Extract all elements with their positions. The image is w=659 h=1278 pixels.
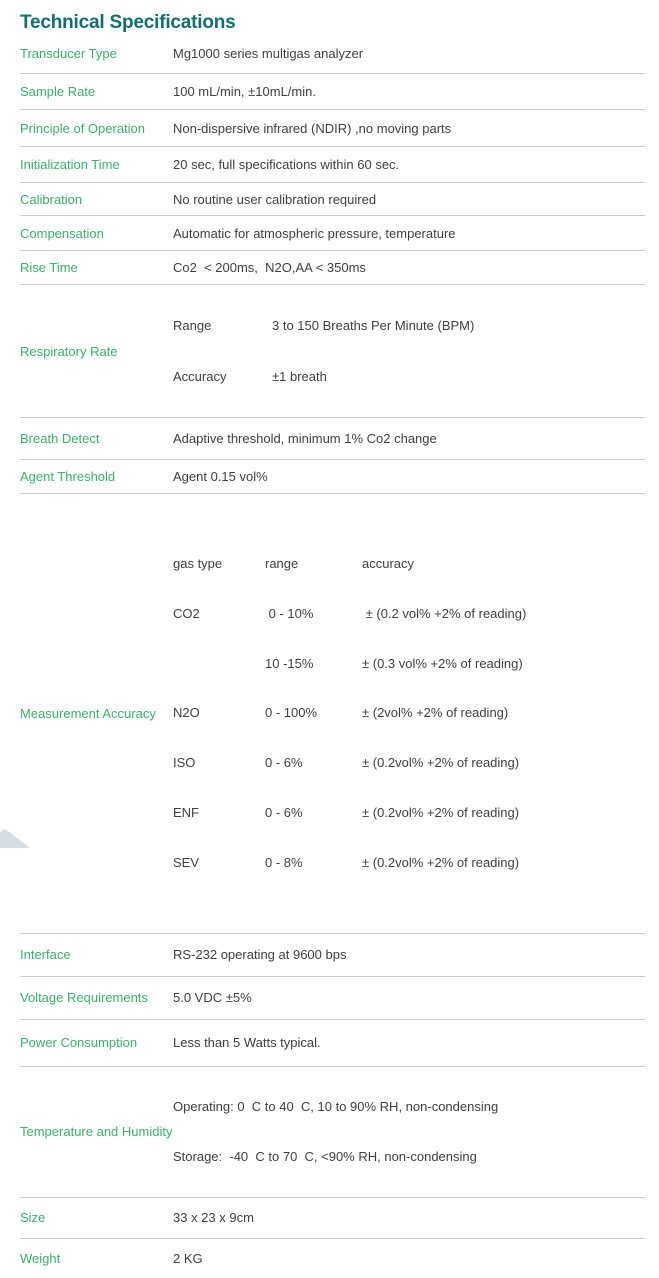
row-value: 2 KG bbox=[173, 1250, 203, 1266]
row-label: Sample Rate bbox=[20, 84, 96, 99]
row-label: Size bbox=[20, 1210, 46, 1226]
spec-row-principle-of-operation bbox=[20, 110, 645, 147]
cell-range: 0 - 6% bbox=[265, 755, 303, 771]
storage-conditions: Storage: -40 C to 70 C, <90% RH, non-condensing bbox=[173, 1148, 477, 1164]
cell-gas: N2O bbox=[173, 705, 200, 721]
spec-row-temperature-and-humidity bbox=[20, 1067, 645, 1198]
row-value: Co2 < 200ms, N2O,AA < 350ms bbox=[173, 260, 366, 275]
spec-row-compensation bbox=[20, 216, 645, 251]
row-value bbox=[173, 1067, 645, 1197]
cell-accuracy: ± (0.2vol% +2% of reading) bbox=[362, 804, 520, 820]
page-title: Technical Specifications bbox=[20, 12, 236, 33]
cell-accuracy: ± (0.2vol% +2% of reading) bbox=[362, 755, 520, 771]
accuracy-table-header bbox=[173, 554, 645, 574]
row-value: 20 sec, full specifications within 60 sec. bbox=[173, 157, 400, 172]
row-value: No routine user calibration required bbox=[173, 191, 377, 207]
row-value: Less than 5 Watts typical. bbox=[173, 1035, 321, 1051]
row-label: Interface bbox=[20, 947, 71, 963]
spec-table bbox=[20, 34, 645, 1278]
spec-row-agent-threshold bbox=[20, 460, 645, 494]
spec-row-power-consumption bbox=[20, 1020, 645, 1067]
row-label: Measurement Accuracy bbox=[20, 705, 156, 721]
row-label: Respiratory Rate bbox=[20, 343, 118, 359]
table-row bbox=[173, 654, 645, 674]
operating-conditions: Operating: 0 C to 40 C, 10 to 90% RH, non-condensing bbox=[173, 1098, 499, 1114]
row-value: RS-232 operating at 9600 bps bbox=[173, 947, 347, 963]
cell-range: 0 - 100% bbox=[265, 705, 318, 721]
row-value: 33 x 23 x 9cm bbox=[173, 1210, 254, 1226]
row-value: Agent 0.15 vol% bbox=[173, 469, 268, 484]
col-header-accuracy: accuracy bbox=[362, 556, 415, 571]
spec-row-sample-rate bbox=[20, 74, 645, 110]
sub-row-range bbox=[173, 315, 645, 336]
spec-row-measurement-accuracy bbox=[20, 494, 645, 934]
row-label: Principle of Operation bbox=[20, 120, 146, 136]
row-label: Power Consumption bbox=[20, 1035, 138, 1051]
row-label: Rise Time bbox=[20, 260, 78, 275]
row-label: Temperature and Humidity bbox=[20, 1124, 173, 1140]
cell-accuracy: ± (2vol% +2% of reading) bbox=[362, 705, 509, 721]
cell-accuracy: ± (0.2 vol% +2% of reading) bbox=[362, 605, 527, 621]
row-value: Automatic for atmospheric pressure, temperature bbox=[173, 225, 456, 241]
row-value: 100 mL/min, ±10mL/min. bbox=[173, 84, 316, 99]
row-label: Initialization Time bbox=[20, 157, 120, 172]
row-value bbox=[173, 494, 645, 933]
corner-decoration-shape bbox=[0, 824, 32, 848]
spec-row-initialization-time bbox=[20, 147, 645, 183]
row-label: Compensation bbox=[20, 225, 104, 241]
cell-gas bbox=[173, 654, 265, 674]
cell-range: 0 - 10% bbox=[265, 605, 314, 621]
row-label: Transducer Type bbox=[20, 46, 117, 61]
row-label: Calibration bbox=[20, 191, 83, 207]
sub-row-accuracy bbox=[173, 366, 645, 387]
spec-row-interface bbox=[20, 934, 645, 977]
table-row bbox=[173, 604, 645, 624]
table-row bbox=[173, 803, 645, 823]
table-row bbox=[173, 703, 645, 723]
table-row bbox=[173, 853, 645, 873]
row-label: Breath Detect bbox=[20, 431, 100, 446]
sub-value: 3 to 150 Breaths Per Minute (BPM) bbox=[272, 318, 475, 333]
cell-accuracy: ± (0.3 vol% +2% of reading) bbox=[362, 655, 523, 671]
cell-range: 0 - 8% bbox=[265, 854, 303, 870]
sub-label: Accuracy bbox=[173, 369, 227, 384]
row-value: 5.0 VDC ±5% bbox=[173, 990, 252, 1006]
spec-row-breath-detect bbox=[20, 418, 645, 460]
cell-accuracy: ± (0.2vol% +2% of reading) bbox=[362, 854, 520, 870]
cell-gas: SEV bbox=[173, 854, 200, 870]
table-row bbox=[173, 753, 645, 773]
cell-gas: ISO bbox=[173, 755, 196, 771]
row-value: Adaptive threshold, minimum 1% Co2 change bbox=[173, 431, 437, 446]
spec-row-size bbox=[20, 1198, 645, 1239]
spec-row-transducer-type bbox=[20, 34, 645, 74]
sub-value: ±1 breath bbox=[272, 369, 327, 384]
spec-row-weight bbox=[20, 1239, 645, 1278]
row-value: Mg1000 series multigas analyzer bbox=[173, 46, 364, 61]
col-header-range: range bbox=[265, 556, 299, 571]
row-label: Weight bbox=[20, 1250, 61, 1266]
cell-gas: CO2 bbox=[173, 605, 200, 621]
col-header-gas-type: gas type bbox=[173, 556, 223, 571]
spec-row-rise-time bbox=[20, 251, 645, 285]
row-label: Voltage Requirements bbox=[20, 990, 148, 1006]
row-value: Non-dispersive infrared (NDIR) ,no moving parts bbox=[173, 120, 452, 136]
accuracy-table bbox=[173, 524, 645, 903]
cell-gas: ENF bbox=[173, 804, 199, 820]
spec-row-respiratory-rate bbox=[20, 285, 645, 418]
row-value bbox=[173, 285, 645, 417]
cell-range: 0 - 6% bbox=[265, 804, 303, 820]
spec-row-calibration bbox=[20, 183, 645, 216]
row-label: Agent Threshold bbox=[20, 469, 116, 484]
sub-label: Range bbox=[173, 318, 212, 333]
spec-row-voltage-requirements bbox=[20, 977, 645, 1020]
cell-range: 10 -15% bbox=[265, 655, 314, 671]
